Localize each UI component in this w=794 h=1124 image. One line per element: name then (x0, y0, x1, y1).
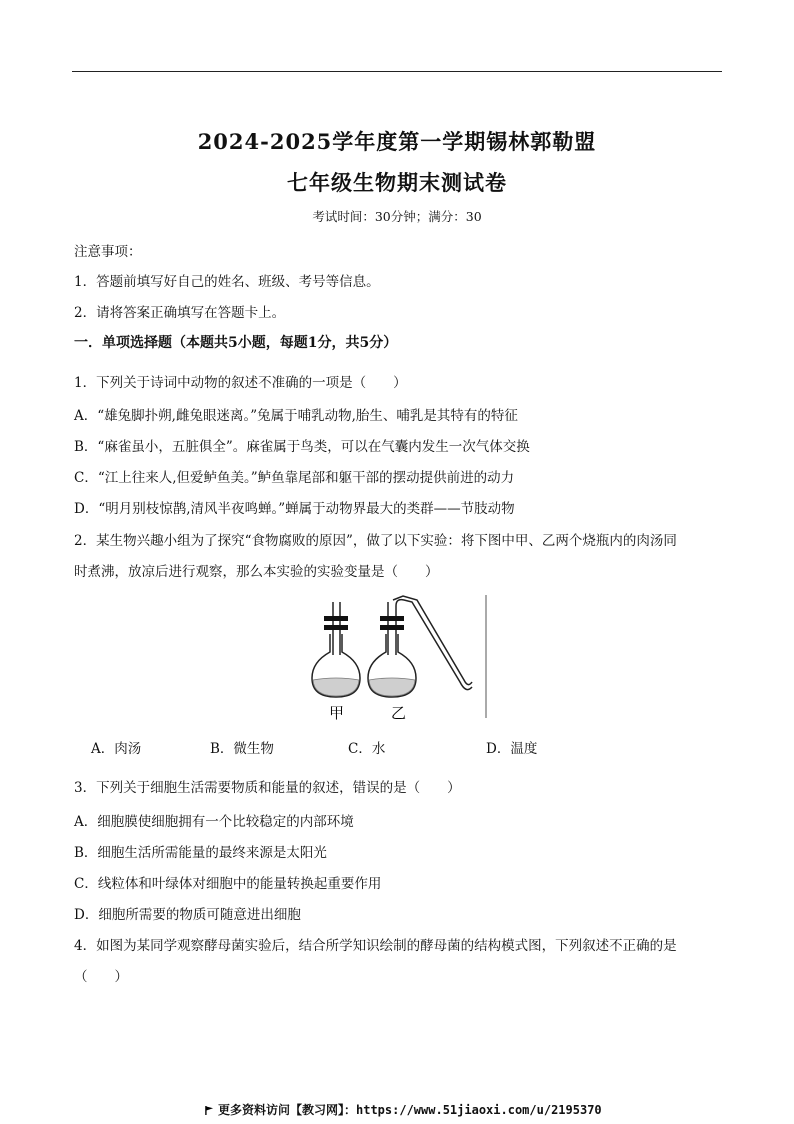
q4-stem-line2: （ ） (74, 969, 128, 985)
exam-meta: 考试时间：30分钟；满分：30 (312, 209, 482, 224)
q2-option-a: A．肉汤 (91, 741, 142, 757)
exam-title-line2: 七年级生物期末测试卷 (287, 170, 507, 195)
q3-option-a: A．细胞膜使细胞拥有一个比较稳定的内部环境 (74, 814, 354, 830)
top-rule (72, 71, 722, 72)
q1-stem: 1．下列关于诗词中动物的叙述不准确的一项是（ ） (74, 375, 407, 391)
q3-option-c: C．线粒体和叶绿体对细胞中的能量转换起重要作用 (74, 876, 382, 892)
label-yi: 乙 (391, 704, 407, 722)
exam-title-line1: 2024-2025学年度第一学期锡林郭勒盟 (197, 129, 597, 154)
flask-yi (368, 596, 472, 697)
q2-stem-line1: 2．某生物兴趣小组为了探究“食物腐败的原因”，做了以下实验：将下图中甲、乙两个烧瓶内的肉汤同 (74, 533, 677, 549)
note-item-2: 2．请将答案正确填写在答题卡上。 (74, 305, 286, 321)
q2-option-c: C．水 (348, 741, 386, 757)
flask-diagram (300, 590, 490, 725)
q2-option-b: B．微生物 (210, 741, 274, 757)
q2-options (0, 737, 794, 755)
stopper-top-yi (380, 616, 404, 621)
note-item-1: 1．答题前填写好自己的姓名、班级、考号等信息。 (74, 274, 380, 290)
footer-link[interactable] (205, 1101, 602, 1118)
notes-heading: 注意事项： (74, 244, 142, 260)
q1-option-d: D．“明月别枝惊鹊,清风半夜鸣蝉。”蝉属于动物界最大的类群——节肢动物 (74, 501, 515, 517)
stopper-bottom-yi (380, 625, 404, 630)
flask-experiment-figure (300, 590, 490, 725)
q3-option-b: B．细胞生活所需能量的最终来源是太阳光 (74, 845, 327, 861)
q4-stem-line1: 4．如图为某同学观察酵母菌实验后，结合所学知识绘制的酵母菌的结构模式图，下列叙述不正确的是 (74, 938, 677, 954)
label-jia: 甲 (329, 704, 345, 722)
stopper-bottom-jia (324, 625, 348, 630)
q2-option-d: D．温度 (486, 741, 538, 757)
curved-neck-yi (396, 600, 472, 690)
q1-option-c: C．“江上往来人,但爱鲈鱼美。”鲈鱼靠尾部和躯干部的摆动提供前进的动力 (74, 470, 515, 486)
q3-option-d: D．细胞所需要的物质可随意进出细胞 (74, 907, 301, 923)
flask-jia (312, 602, 360, 697)
stopper-top-jia (324, 616, 348, 621)
q1-option-a: A．“雄兔脚扑朔,雌兔眼迷离。”兔属于哺乳动物,胎生、哺乳是其特有的特征 (74, 408, 518, 424)
footer-text: 更多资料访问【教习网】：https://www.51jiaoxi.com/u/2195370 (218, 1103, 602, 1117)
q1-option-b: B．“麻雀虽小，五脏俱全”。麻雀属于鸟类，可以在气囊内发生一次气体交换 (74, 439, 530, 455)
section-title: 一．单项选择题（本题共5小题，每题1分，共5分） (74, 335, 398, 351)
q3-stem: 3．下列关于细胞生活需要物质和能量的叙述，错误的是（ ） (74, 780, 461, 796)
flag-icon (205, 1106, 214, 1115)
q2-stem-line2: 时煮沸，放凉后进行观察，那么本实验的实验变量是（ ） (74, 564, 439, 580)
